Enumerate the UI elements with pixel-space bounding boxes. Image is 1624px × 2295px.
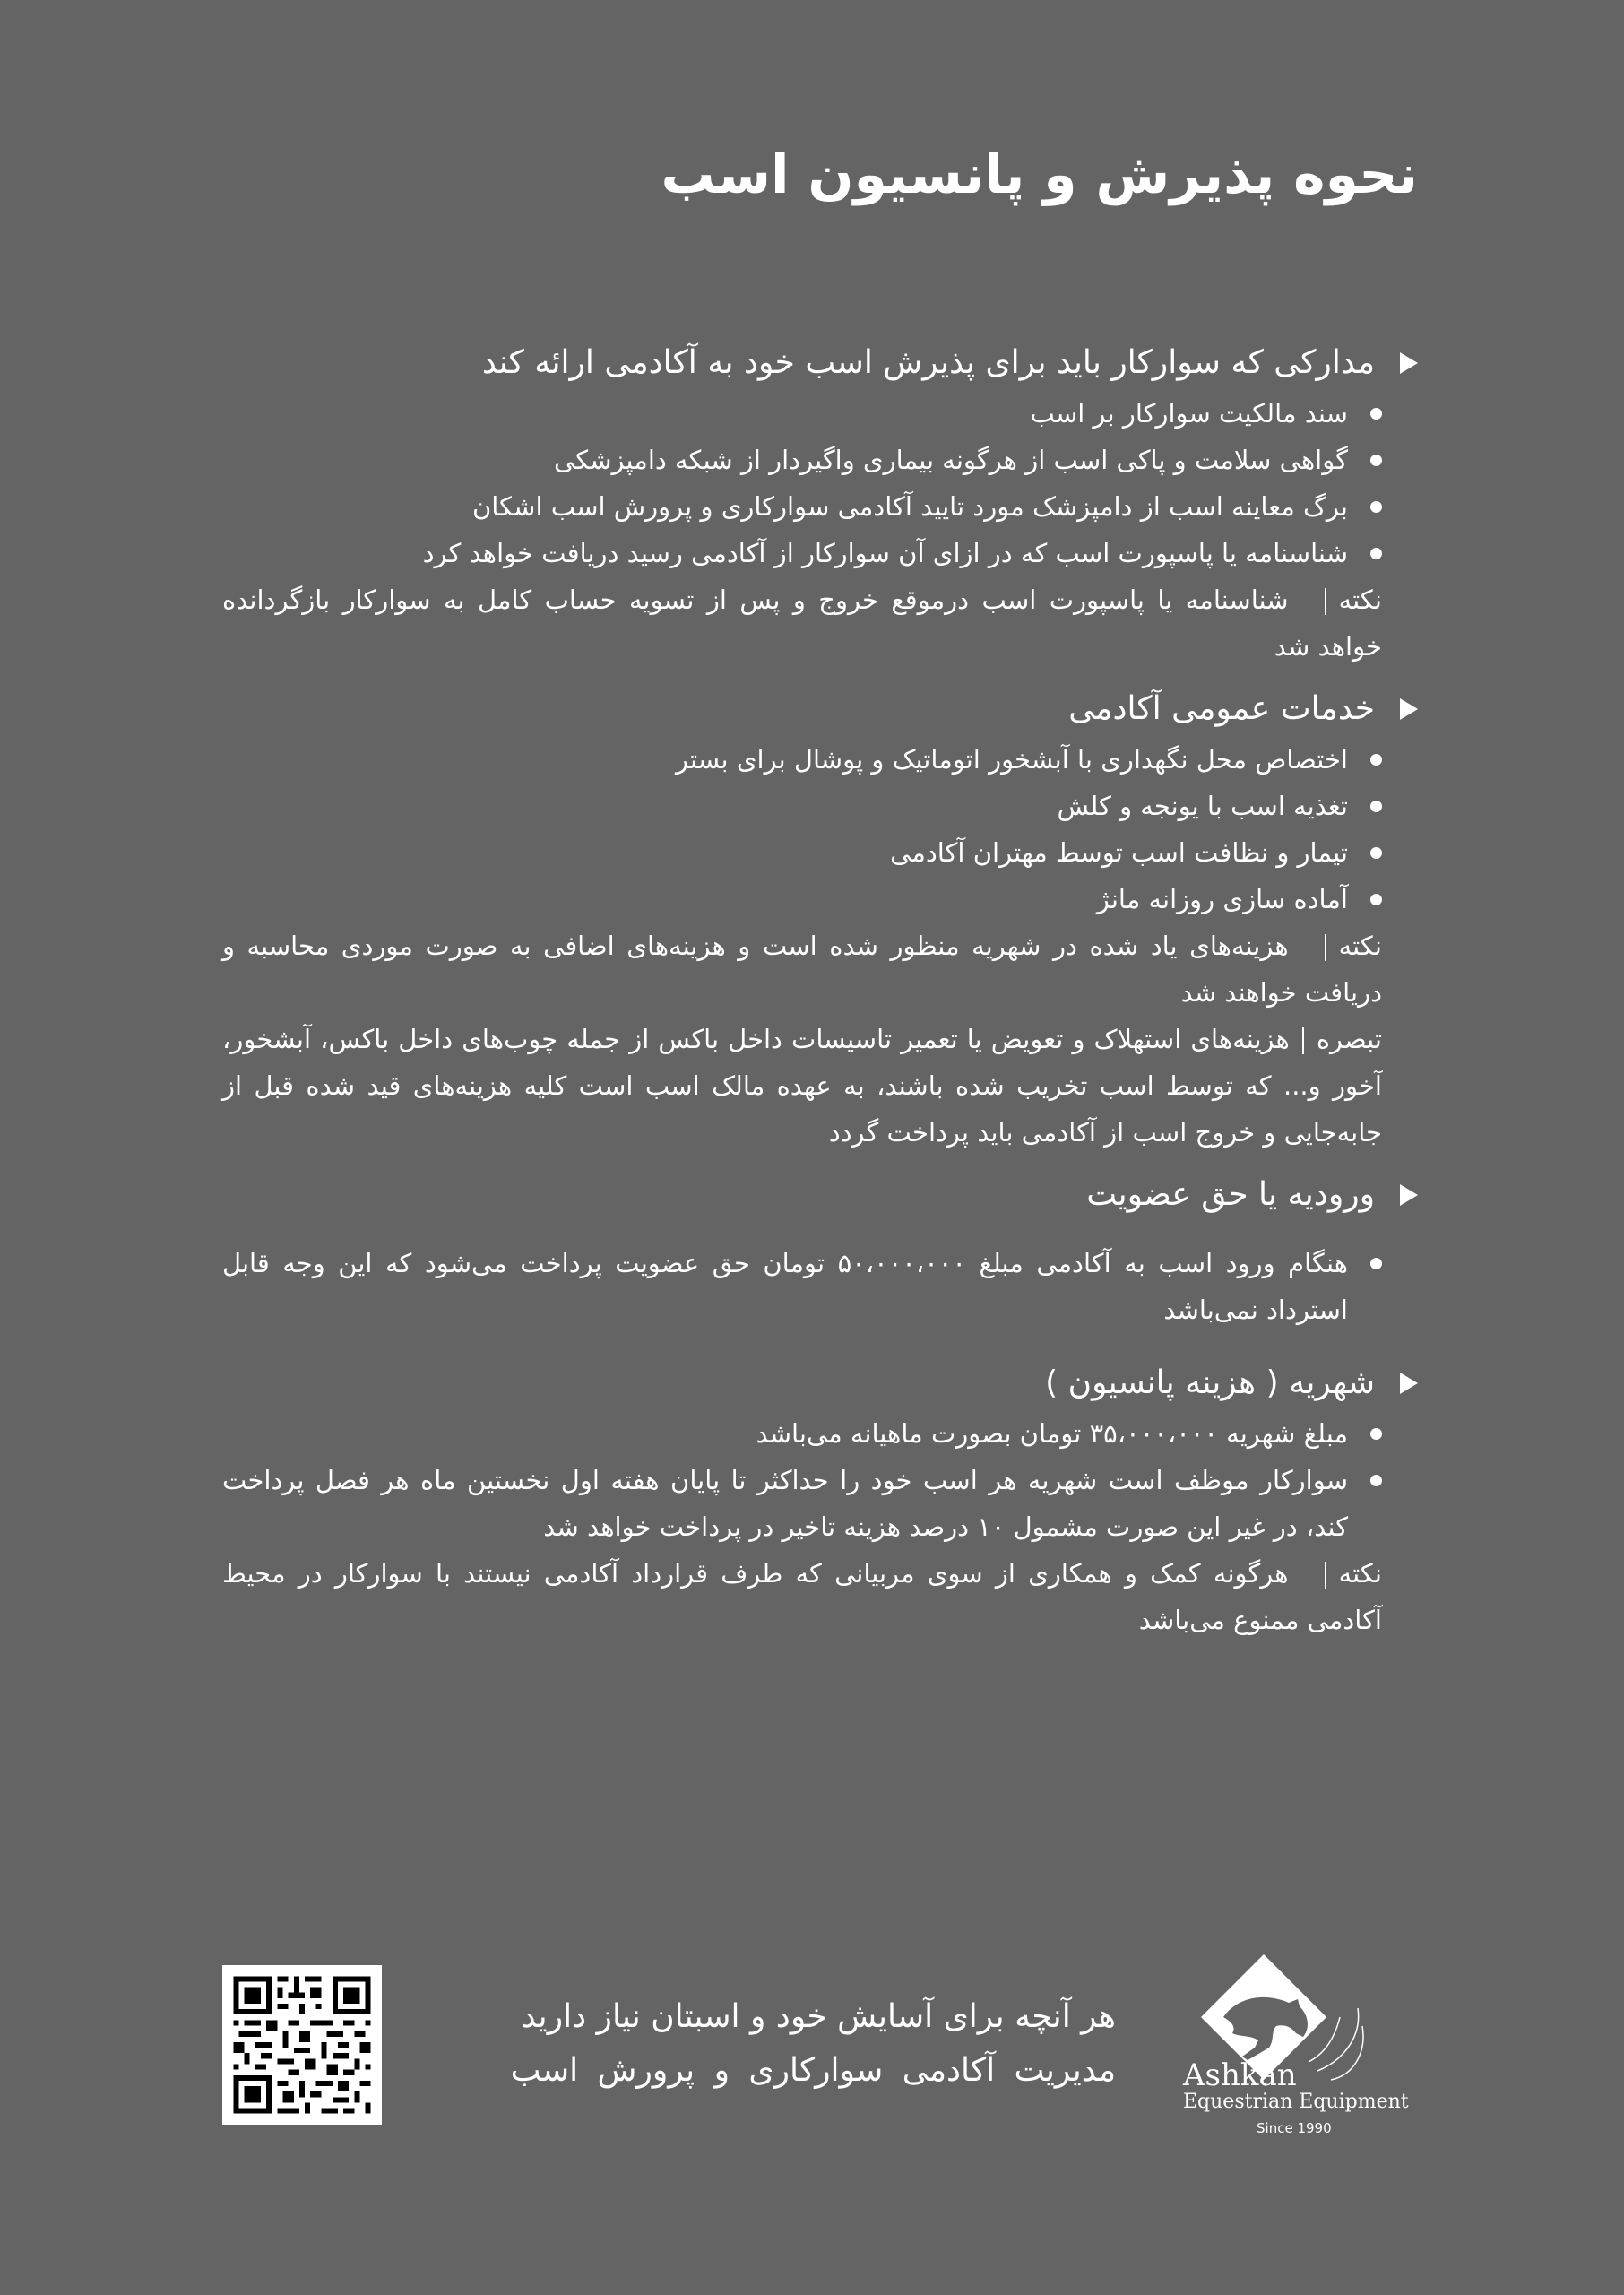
note-text: شناسنامه یا پاسپورت اسب درموقع خروج و پس از تسویه حساب کامل به سوارکار بازگردانده خواهد شد	[222, 585, 1382, 662]
triangle-bullet-icon	[1400, 698, 1418, 720]
list-item	[222, 1410, 1382, 1457]
clause-label: تبصره	[1316, 1024, 1382, 1054]
section-tuition	[222, 1356, 1382, 1643]
note	[222, 922, 1382, 1016]
bullet-list	[222, 390, 1382, 576]
list-item	[222, 390, 1382, 437]
logo-subtitle: Equestrian Equipment	[1183, 2091, 1409, 2113]
page-title: نحوه پذیرش و پانسیون اسب	[661, 143, 1418, 206]
list-item-text: سند مالکیت سوارکار بر اسب	[1030, 398, 1348, 429]
section-heading-text: شهریه ( هزینه پانسیون )	[1045, 1364, 1375, 1401]
bullet-list	[222, 736, 1382, 922]
note-text: هزینه‌های یاد شده در شهریه منظور شده است و هزینه‌های اضافی به صورت موردی محاسبه و دریافت خواهند شد	[222, 931, 1382, 1008]
list-item-text: هنگام ورود اسب به آکادمی مبلغ ۵۰،۰۰۰،۰۰۰ تومان حق عضویت پرداخت می‌شود که این وجه قابل استرداد نمی‌باشد	[222, 1248, 1348, 1325]
footer	[0, 1954, 1624, 2152]
section-heading	[222, 1356, 1418, 1410]
list-item	[222, 437, 1382, 483]
list-item	[222, 829, 1382, 876]
list-item-text: تیمار و نظافت اسب توسط مهتران آکادمی	[890, 837, 1348, 868]
bullet-dot-icon	[1370, 548, 1382, 559]
section-general-services	[222, 682, 1382, 1156]
bullet-dot-icon	[1370, 1258, 1382, 1269]
note-text: هرگونه کمک و همکاری از سوی مربیانی که طرف قرارداد آکادمی نیستند با سوارکار در محیط آکادمی ممنوع می‌باشد	[222, 1558, 1382, 1635]
section-heading	[222, 336, 1418, 390]
note-label: نکته	[1338, 1558, 1382, 1589]
note-divider	[1325, 588, 1326, 615]
list-item	[222, 1240, 1382, 1333]
list-item	[222, 876, 1382, 922]
note-divider	[1325, 934, 1326, 961]
bullet-dot-icon	[1370, 408, 1382, 420]
list-item-text: سوارکار موظف است شهریه هر اسب خود را حداکثر تا پایان هفته اول نخستین ماه هر فصل پرداخت کند، در غیر این صورت مشمول ۱۰ درصد هزینه تاخیر در پرداخت خواهد شد	[222, 1465, 1348, 1542]
ashkan-logo	[1183, 1954, 1416, 2152]
list-item	[222, 1457, 1382, 1550]
list-item-text: شناسنامه یا پاسپورت اسب که در ازای آن سوارکار از آکادمی رسید دریافت خواهد کرد	[422, 538, 1348, 568]
list-item-text: برگ معاینه اسب از دامپزشک مورد تایید آکادمی سوارکاری و پرورش اسب اشکان	[472, 491, 1348, 522]
logo-name: Ashkan	[1183, 2057, 1297, 2093]
list-item-text: آماده سازی روزانه مانژ	[1096, 884, 1348, 914]
bullet-list	[222, 1240, 1382, 1333]
list-item	[222, 783, 1382, 829]
section-heading-text: خدمات عمومی آکادمی	[1068, 690, 1375, 727]
note	[222, 576, 1382, 670]
list-item-text: گواهی سلامت و پاکی اسب از هرگونه بیماری واگیردار از شبکه دامپزشکی	[554, 445, 1348, 475]
list-item	[222, 483, 1382, 530]
logo-since: Since 1990	[1257, 2120, 1332, 2136]
list-item-text: تغذیه اسب با یونجه و کلش	[1057, 791, 1348, 821]
bullet-dot-icon	[1370, 501, 1382, 513]
clause-text: هزینه‌های استهلاک و تعویض یا تعمیر تاسیسات داخل باکس از جمله چوب‌های داخل باکس، آبشخور، آخور و... که توسط اسب تخریب شده باشند، به عهده مالک اسب است کلیه هزینه‌های قید شده قبل از جابه‌جایی و خروج اسب از آکادمی باید پرداخت گردد	[222, 1024, 1382, 1148]
note-label: نکته	[1338, 585, 1382, 615]
list-item-text: مبلغ شهریه ۳۵،۰۰۰،۰۰۰ تومان بصورت ماهیانه می‌باشد	[756, 1418, 1348, 1449]
clause	[222, 1016, 1382, 1156]
bullet-dot-icon	[1370, 847, 1382, 859]
slogan	[444, 1990, 1116, 2098]
triangle-bullet-icon	[1400, 352, 1418, 374]
section-membership-fee	[222, 1168, 1382, 1333]
note-divider	[1325, 1562, 1326, 1589]
triangle-bullet-icon	[1400, 1184, 1418, 1206]
section-heading	[222, 682, 1418, 736]
bullet-dot-icon	[1370, 894, 1382, 905]
section-heading-text: مدارکی که سوارکار باید برای پذیرش اسب خود به آکادمی ارائه کند	[481, 344, 1375, 381]
spacer	[222, 1222, 1382, 1240]
list-item	[222, 736, 1382, 783]
bullet-list	[222, 1410, 1382, 1550]
slogan-line-2: مدیریت آکادمی سوارکاری و پرورش اسب	[510, 2052, 1116, 2089]
bullet-dot-icon	[1370, 1475, 1382, 1486]
note	[222, 1550, 1382, 1643]
list-item	[222, 530, 1382, 576]
list-item-text: اختصاص محل نگهداری با آبشخور اتوماتیک و پوشال برای بستر	[675, 744, 1348, 775]
triangle-bullet-icon	[1400, 1373, 1418, 1394]
bullet-dot-icon	[1370, 1428, 1382, 1440]
section-required-documents	[222, 336, 1382, 670]
section-heading-text: ورودیه یا حق عضویت	[1086, 1176, 1375, 1213]
content	[222, 336, 1382, 1643]
bullet-dot-icon	[1370, 801, 1382, 812]
slogan-line-1: هر آنچه برای آسایش خود و اسبتان نیاز دارید	[521, 1998, 1116, 2035]
note-label: نکته	[1338, 931, 1382, 961]
qr-code-icon[interactable]	[222, 1965, 382, 2125]
section-heading	[222, 1168, 1418, 1222]
bullet-dot-icon	[1370, 754, 1382, 766]
note-divider	[1302, 1027, 1304, 1054]
bullet-dot-icon	[1370, 455, 1382, 466]
